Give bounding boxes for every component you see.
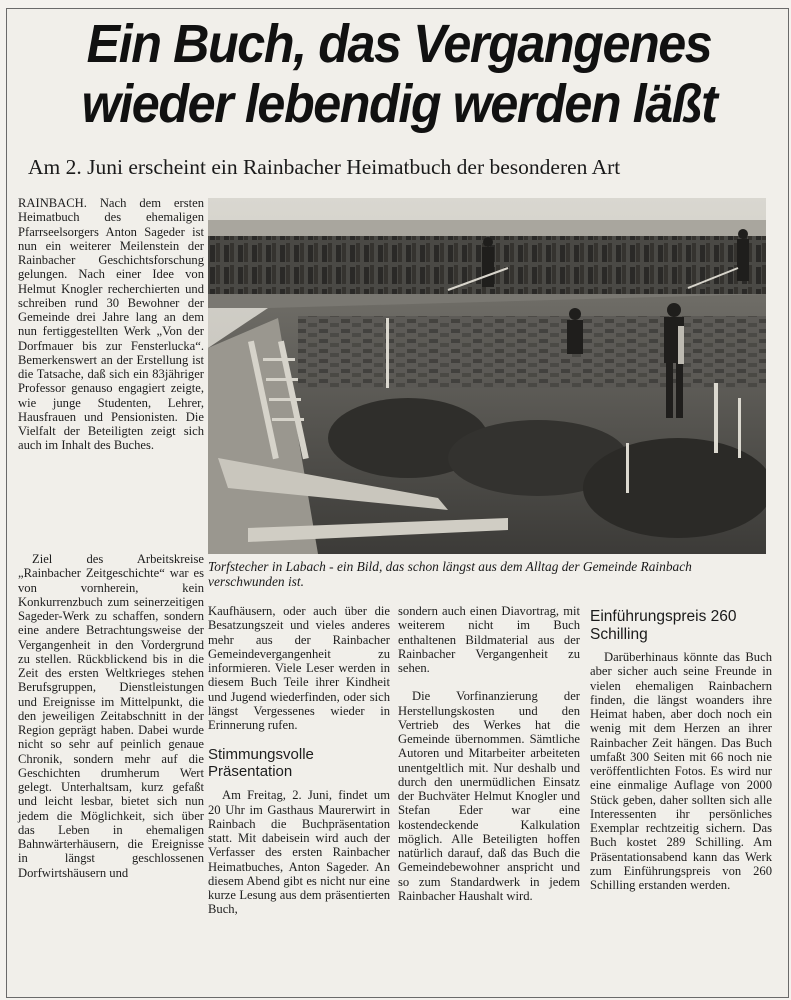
headline-line-1: Ein Buch, das Vergangenes [86, 14, 712, 74]
article-paragraph-presentation: Am Freitag, 2. Juni, findet um 20 Uhr im Gasthaus Maurerwirt in Rainbach die Buchpräsentation statt. Mit dabeisein wird auch der Verfasser des ersten Rainbacher Heimatbuches, Anton Sageder. An diesem Abend gibt es nicht nur eine kurze Lesung aus dem präsentierten Buch, [208, 788, 390, 917]
headline [41, 14, 757, 134]
photo-caption: Torfstecher in Labach - ein Bild, das schon längst aus dem Alltag der Gemeinde Rainbach verschwunden ist. [208, 559, 692, 589]
article-paragraph-price: Darüberhinaus könnte das Buch aber sicher auch seine Freunde in vielen ehemaligen Rainbachern finden, die längst woanders ihre Heimat haben, aber doch noch ein wenig mit dem Herzen an ihrer Rainbacher Zeit hängen. Das Buch umfaßt 300 Seiten mit 66 noch nie veröffentlichten Fotos. Es wird nur eine einmalige Auflage von 2000 Stück geben, daher sollten sich alle Interessenten ihr persönliches Exemplar rechtzeitig sichern. Das Buch kostet 289 Schilling. Am Präsentationsabend kann das Werk zum Einführungspreis von 260 Schilling erstanden werden. [590, 650, 772, 892]
subtitle-price: Einführungspreis 260 Schilling [590, 608, 737, 643]
subtitle-presentation: Stimmungsvolle Präsentation [208, 746, 314, 781]
article-column-1-top [18, 196, 204, 453]
article-paragraph-financing: Die Vorfinanzierung der Herstellungskosten und den Vertrieb des Werkes hat die Gemeinde übernommen. Sämtliche Autoren und Mitarbeiter arbeiteten unentgeltlich mit. Nur deshalb und durch den unermüdlichen Einsatz der Buchväter Helmut Knogler und Stefan Eder war eine kostendeckende Kalkulation möglich. Alle Beteiligten hoffen natürlich darauf, daß das Buch die Gemeindebewohner anspricht und so zum Standardwerk in jedem Rainbacher Haushalt wird. [398, 689, 580, 903]
article-column-1-bottom [18, 552, 204, 880]
article-column-3 [398, 604, 580, 903]
article-paragraph-slideshow: sondern auch einen Diavortrag, mit weiterem nicht im Buch enthaltenen Bildmaterial aus der Rainbacher Vergangenheit zu sehen. [398, 604, 580, 675]
subheadline: Am 2. Juni erscheint ein Rainbacher Heimatbuch der besonderen Art [28, 155, 621, 179]
photo-illustration [208, 198, 766, 554]
article-column-4 [590, 650, 772, 892]
article-paragraph-continuation: Kaufhäusern, oder auch über die Besatzungszeit und vieles anderes mehr aus der Rainbacher Gemeindevergangenheit zu informieren. Viele Leser werden in diesem Buch Teile ihrer Kindheit und Jugend wiederfinden, oder sich längst Vergessenes wieder in Erinnerung rufen. [208, 604, 390, 732]
article-paragraph-goal: Ziel des Arbeitskreise „Rainbacher Zeitgeschichte“ war es von vornherein, kein Konkurrenzbuch zum seinerzeitigen Sageder-Werk zu schaffen, sondern eine andere Betrachtungsweise der Vergangenheit in den Vordergrund zu stellen. Rückblickend bis in die Zeit des ersten Weltkrieges stehen Berufsgruppen, Dienstleistungen und Ereignisse im Mittelpunkt, die den jeweiligen Zeitabschnitt in der Region geprägt haben. Dabei wurde nicht so sehr auf peinlich genaue Chronik, sondern mehr auf die Geschichten drumherum Wert gelegt. Unterhaltsam, kurz gefaßt und leicht lesbar, bietet sich nun jedem die Möglichkeit, sich über das Leben in ehemaligen Bahnwärterhäusern, die Ereignisse in längst geschlossenen Dorfwirtshäusern und [18, 552, 204, 880]
article-column-2 [208, 604, 390, 917]
article-paragraph-intro: RAINBACH. Nach dem ersten Heimatbuch des ehemaligen Pfarrseelsorgers Anton Sageder ist nun ein weiterer Meilenstein der Rainbacher Geschichtsforschung gelungen. Nach einer Idee von Helmut Knogler recherchierten und schreiben rund 30 Bewohner der Gemeinde drei Jahre lang an dem nun fertiggestellten Werk „Von der Dorfmauer bis zur Fensterlucka“. Bemerkenswert an der Erstellung ist die Tatsache, daß sich ein 83jähriger Professor genauso engagiert zeigte, wie junge Studenten, Lehrer, Hausfrauen und Pensionisten. Die Vielfalt der Beteiligten zeigt sich auch im Inhalt des Buches. [18, 196, 204, 453]
photo-peat-cutters [208, 198, 766, 554]
headline-line-2: wieder lebendig werden läßt [81, 74, 717, 134]
